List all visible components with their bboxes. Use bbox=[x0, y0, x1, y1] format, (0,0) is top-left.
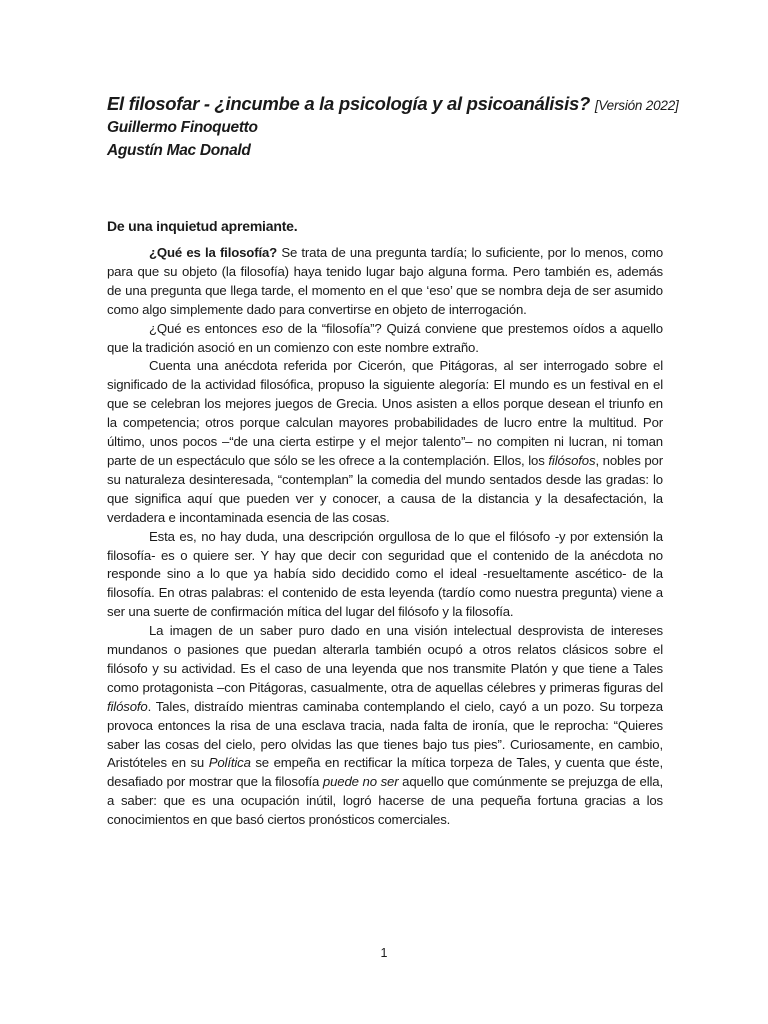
bold-question: ¿Qué es la filosofía? bbox=[149, 245, 278, 260]
text-run: Cuenta una anécdota referida por Cicerón, que Pitágoras, al ser interrogado sobre el significado de la actividad filosófica, propuso la siguiente alegoría: El mundo es un festival en el que se celebran los mejores juegos de Grecia. Unos asisten a ellos porque desean el triunfo en la competencia; otros porque calculan mayores probabilidades de lucro entre la multitud. Por último, unos pocos –“de una cierta estirpe y el mejor talento”– no compiten ni lucran, ni toman parte de un espectáculo que sólo se les ofrece a la contemplación. Ellos, los bbox=[107, 358, 663, 468]
paragraph bbox=[107, 622, 663, 830]
italic-term: puede no ser bbox=[322, 774, 399, 790]
text-run: Se trata de una pregunta tardía; lo suficiente, por lo menos, como para que su objeto (la filosofía) haya tenido lugar bajo alguna forma. Pero también es, además de una pregunta que llega tarde, el momento en el que ‘eso’ que se nombra deja de ser asumido como algo simplemente dado para convertirse en objeto de interrogación. bbox=[107, 245, 663, 317]
title-text: El filosofar - ¿incumbe a la psicología y al psicoanálisis? bbox=[107, 93, 590, 114]
paragraph bbox=[107, 357, 663, 527]
version-label: [Versión 2022] bbox=[594, 98, 679, 113]
paragraph bbox=[107, 244, 663, 320]
author-name: Guillermo Finoquetto bbox=[107, 119, 258, 136]
paragraph: Esta es, no hay duda, una descripción orgullosa de lo que el filósofo -y por extensión la filosofía- es o quiere ser. Y hay que decir con seguridad que el contenido de la anécdota no responde sino a lo que ya había sido decidido como el ideal -resueltamente ascético- de la filosofía. En otras palabras: el contenido de esta leyenda (tardío como nuestra pregunta) viene a ser una suerte de confirmación mítica del lugar del filósofo y la filosofía. bbox=[107, 528, 663, 620]
text-run: La imagen de un saber puro dado en una visión intelectual desprovista de intereses mundanos o pasiones que puedan alterarla también ocupó a otros relatos clásicos sobre el filósofo y su actividad. Es el caso de una leyenda que nos transmite Platón y que tiene a Tales como protagonista –con Pitágoras, casualmente, otra de aquellas célebres y primeras figuras del bbox=[107, 623, 663, 695]
text-run: aquello que comúnmente se prejuzga de ella, a saber: que es una ocupación inútil, logró hacerse de una pequeña fortuna gracias a los conocimientos en que basó ciertos pronósticos comerciales. bbox=[107, 774, 663, 828]
text-run: . Tales, distraído mientras caminaba contemplando el cielo, cayó a un pozo. Su torpeza provoca entonces la risa de una esclava tracia, nada falta de ironía, que le reprocha: “Quieres saber las cosas del cielo, pero olvidas las que tienes bajo tus pies”. Curiosamente, en cambio, Aristóteles en su bbox=[107, 698, 663, 771]
body-text bbox=[107, 244, 663, 830]
document-title bbox=[107, 93, 679, 115]
text-run: ¿Qué es entonces bbox=[149, 320, 262, 336]
page-number: 1 bbox=[380, 946, 388, 960]
italic-term: eso bbox=[262, 320, 283, 336]
italic-term: filósofo bbox=[107, 698, 148, 714]
text-run: se empeña en rectificar la mítica torpeza de Tales, y cuenta que éste, desafiado por mostrar que la filosofía bbox=[107, 755, 663, 790]
italic-term: filósofos bbox=[548, 452, 596, 468]
text-run: de la “filosofía”? Quizá conviene que prestemos oídos a aquello que la tradición asoció en un comienzo con este nombre extraño. bbox=[107, 320, 663, 355]
section-heading: De una inquietud apremiante. bbox=[107, 218, 298, 234]
paragraph bbox=[107, 320, 663, 358]
author-name: Agustín Mac Donald bbox=[107, 142, 251, 159]
italic-term: Política bbox=[208, 755, 251, 771]
text-run: , nobles por su naturaleza desinteresada, “contemplan” la comedia del mundo sentados desde las gradas: lo que significa aquí que pueden ver y conocer, a causa de la distancia y la desafectación, la verdadera e incontaminada esencia de las cosas. bbox=[107, 452, 663, 525]
